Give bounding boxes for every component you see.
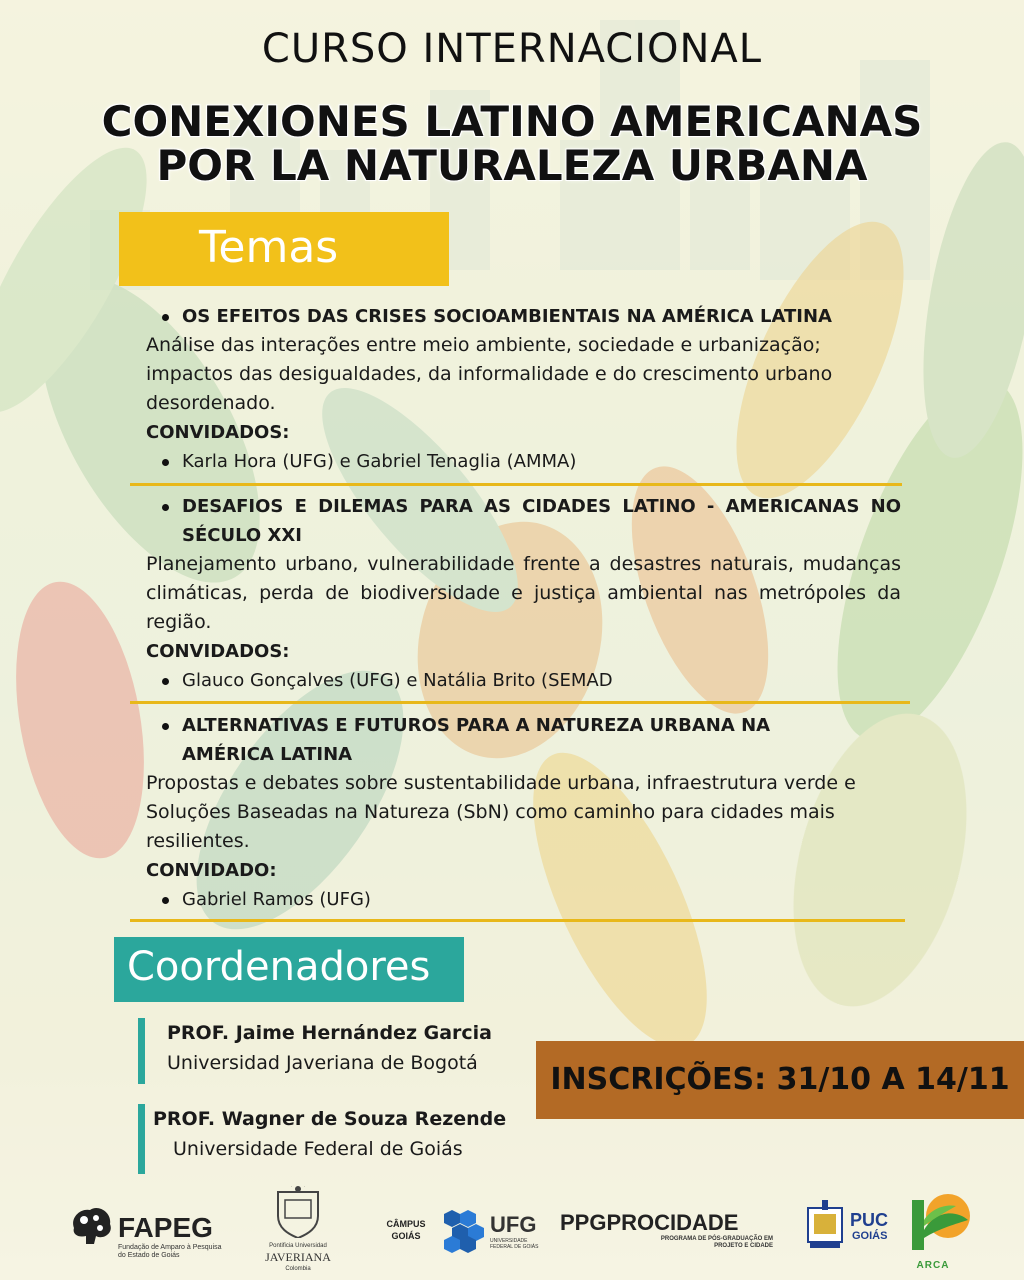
fapeg-brain-icon [68,1206,114,1246]
invited-label: CONVIDADO: [146,860,277,881]
topic-3 [146,711,901,914]
topic-description: Análise das interações entre meio ambiente, sociedade e urbanização; impactos das desigualdades, da informalidade e do crescimento urbano desordenado. [146,334,833,414]
coordinator-institution: Universidad Javeriana de Bogotá [167,1052,478,1074]
divider [130,483,902,486]
topic-description: Propostas e debates sobre sustentabilidade urbana, infraestrutura verde e Soluções Baseadas na Natureza (SbN) como caminho para cidades mais resilientes. [146,772,856,852]
ufg-subtitle: UNIVERSIDADE FEDERAL DE GOIÁS [490,1238,539,1250]
topic-1 [146,302,901,476]
divider [130,701,910,704]
topic-2 [146,492,901,695]
javeriana-line3: Colombia [285,1266,311,1272]
ufg-campus: CÂMPUS GOIÁS [386,1219,426,1241]
arca-name: ARCA [916,1260,950,1271]
invited-label: CONVIDADOS: [146,422,290,443]
ufg-logo [382,1208,542,1258]
javeriana-logo [258,1186,338,1276]
ppgprocidade-logo [560,1210,775,1260]
javeriana-line1: Pontificia Universidad [269,1243,327,1249]
invited-list-item: Glauco Gonçalves (UFG) e Natália Brito (SEMAD [146,666,901,695]
arca-leaf-icon [908,1190,974,1256]
temas-heading: Temas [199,222,339,273]
topic-heading: DESAFIOS E DILEMAS PARA AS CIDADES LATINO - AMERICANAS NO SÉCULO XXI [146,492,901,550]
topic-heading: OS EFEITOS DAS CRISES SOCIOAMBIENTAIS NA AMÉRICA LATINA [146,302,901,331]
ufg-name: UFG [490,1212,537,1237]
invited-label: CONVIDADOS: [146,641,290,662]
puc-name: PUC [850,1210,889,1230]
ppgprocidade-name: PPGPROCIDADE [560,1210,739,1235]
puc-crest-icon [804,1198,846,1254]
course-title-line1: CONEXIONES LATINO AMERICANAS [101,97,923,146]
invited-list-item: Karla Hora (UFG) e Gabriel Tenaglia (AMMA) [146,447,901,476]
fapeg-logo [68,1206,228,1266]
arca-logo [908,1190,974,1270]
divider [130,919,905,922]
sponsor-logos [0,1180,1024,1280]
topic-description: Planejamento urbano, vulnerabilidade frente a desastres naturais, mudanças climáticas, perda de biodiversidade e justiça ambiental nas metrópoles da região. [146,553,901,633]
ufg-hexagon-icon [440,1208,488,1254]
invited-list-item: Gabriel Ramos (UFG) [146,885,901,914]
puc-goias: GOIÁS [852,1230,888,1242]
javeriana-crest-icon [273,1186,323,1238]
coordinator-institution: Universidade Federal de Goiás [173,1138,463,1160]
ppgprocidade-subtitle: PROGRAMA DE PÓS-GRADUAÇÃO EM PROJETO E CIDADE [660,1236,773,1249]
registration-dates: INSCRIÇÕES: 31/10 A 14/11 [550,1062,1010,1097]
coordinator-2 [138,1104,506,1174]
fapeg-name: FAPEG [118,1212,213,1243]
coordinator-name: PROF. Wagner de Souza Rezende [153,1108,507,1130]
course-title [0,97,1024,190]
course-title-line2: POR LA NATURALEZA URBANA [156,141,868,190]
coordenadores-heading: Coordenadores [127,944,431,990]
puc-goias-logo [804,1198,896,1258]
topic-heading: ALTERNATIVAS E FUTUROS PARA A NATUREZA URBANA NA AMÉRICA LATINA [146,711,901,769]
fapeg-subtitle: Fundação de Amparo à Pesquisa do Estado de Goiás [118,1244,222,1259]
javeriana-name: JAVERIANA [265,1250,331,1264]
coordinator-1 [138,1018,492,1084]
course-type-title: CURSO INTERNACIONAL [261,26,763,72]
coordinator-name: PROF. Jaime Hernández Garcia [167,1022,493,1044]
